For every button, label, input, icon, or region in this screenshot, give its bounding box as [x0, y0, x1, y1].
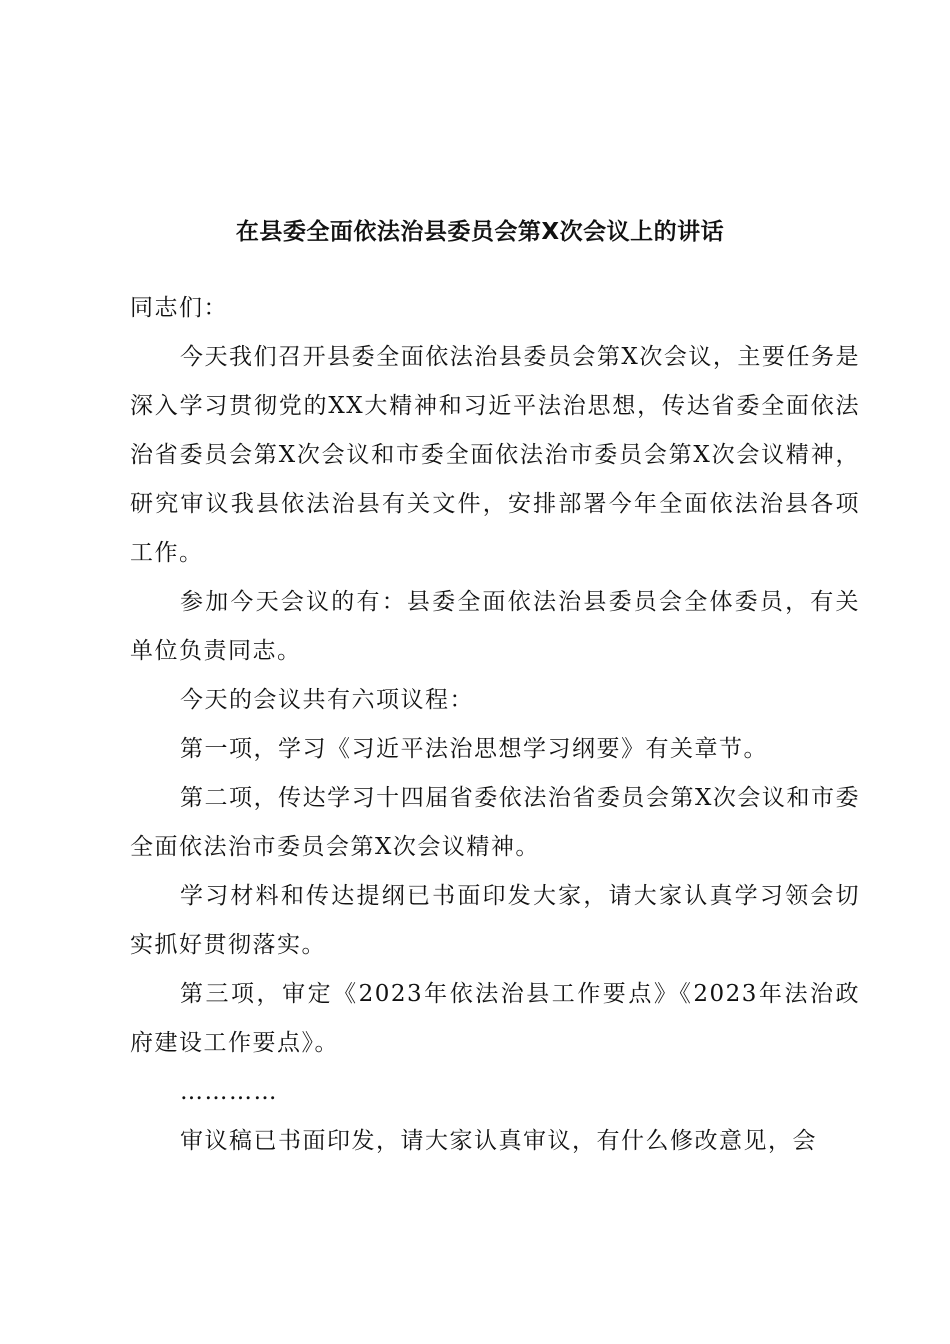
document-title: 在县委全面依法治县委员会第X次会议上的讲话	[235, 219, 725, 245]
paragraph-attendees: 参加今天会议的有：县委全面依法治县委员会全体委员，有关单位负责同志。	[130, 589, 860, 664]
paragraph-review-draft: 审议稿已书面印发，请大家认真审议，有什么修改意见，会	[180, 1128, 817, 1154]
paragraph-agenda-item-3: 第三项，审定《2023年依法治县工作要点》《2023年法治政府建设工作要点》。	[130, 981, 860, 1056]
paragraph-study-materials: 学习材料和传达提纲已书面印发大家，请大家认真学习领会切实抓好贯彻落实。	[130, 883, 860, 958]
paragraph-ellipsis: …………	[180, 1079, 278, 1105]
salutation: 同志们：	[130, 295, 228, 321]
document-body	[130, 284, 860, 1166]
paragraph-agenda-intro: 今天的会议共有六项议程：	[180, 687, 474, 713]
paragraph-agenda-item-2: 第二项，传达学习十四届省委依法治省委员会第X次会议和市委全面依法治市委员会第X次会议精神。	[130, 785, 860, 860]
paragraph-meeting-purpose: 今天我们召开县委全面依法治县委员会第X次会议，主要任务是深入学习贯彻党的XX大精神和习近平法治思想，传达省委全面依法治省委员会第X次会议和市委全面依法治市委员会第X次会议精神，研究审议我县依法治县有关文件，安排部署今年全面依法治县各项工作。	[130, 344, 860, 566]
paragraph-agenda-item-1: 第一项，学习《习近平法治思想学习纲要》有关章节。	[180, 736, 768, 762]
